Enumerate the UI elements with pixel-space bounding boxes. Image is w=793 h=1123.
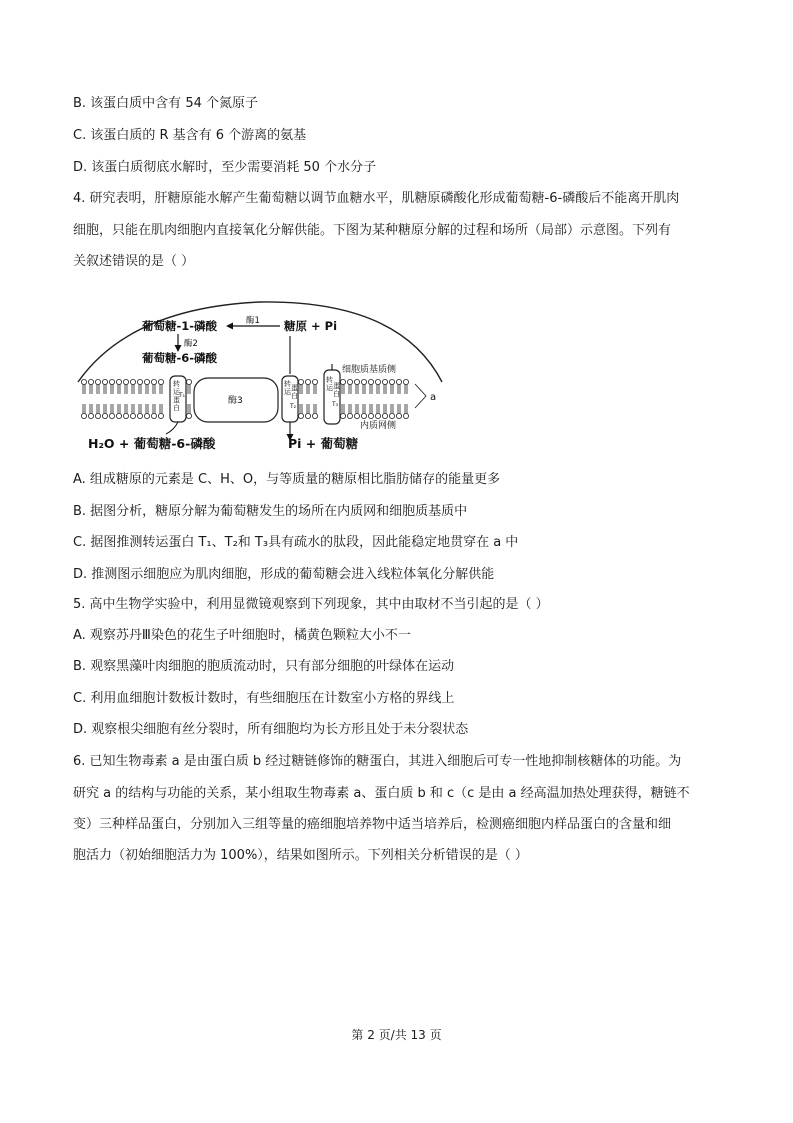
q6-stem-line-2: 研究 a 的结构与功能的关系，某小组取生物毒素 a、蛋白质 b 和 c（c 是由 a 经高温加热处理获得，糖链不 bbox=[73, 786, 690, 801]
pi-glucose-label: Pi + 葡萄糖 bbox=[288, 436, 359, 451]
h2o-g6p-label: H₂O + 葡萄糖-6-磷酸 bbox=[88, 436, 216, 451]
svg-text:运: 运 bbox=[173, 388, 180, 396]
svg-text:蛋: 蛋 bbox=[173, 396, 180, 404]
svg-text:蛋: 蛋 bbox=[333, 382, 340, 390]
q6-stem-line-4: 胞活力（初始细胞活力为 100%），结果如图所示。下列相关分析错误的是（ ） bbox=[73, 848, 528, 863]
svg-text:运: 运 bbox=[326, 384, 333, 392]
enzyme2-label: 酶2 bbox=[184, 339, 198, 349]
q5-option-a: A. 观察苏丹Ⅲ染色的花生子叶细胞时，橘黄色颗粒大小不一 bbox=[73, 628, 411, 643]
page-footer: 第 2 页/共 13 页 bbox=[351, 1028, 442, 1042]
q4-option-b: B. 据图分析，糖原分解为葡萄糖发生的场所在内质网和细胞质基质中 bbox=[73, 504, 468, 519]
enzyme1-label: 酶1 bbox=[246, 316, 260, 326]
svg-text:转: 转 bbox=[284, 380, 291, 388]
q5-stem: 5. 高中生物学实验中，利用显微镜观察到下列现象，其中由取材不当引起的是（ ） bbox=[73, 597, 549, 612]
svg-text:白: 白 bbox=[173, 404, 180, 412]
q4-stem-line-1: 4. 研究表明，肝糖原能水解产生葡萄糖以调节血糖水平，肌糖原磷酸化形成葡萄糖-6-磷酸后不能离开肌肉 bbox=[73, 191, 680, 206]
svg-text:T₁: T₁ bbox=[179, 392, 186, 399]
q4-option-c: C. 据图推测转运蛋白 T₁、T₂和 T₃具有疏水的肽段，因此能稳定地贯穿在 a 中 bbox=[73, 535, 519, 550]
cytosol-side-label: 细胞质基质侧 bbox=[342, 365, 397, 375]
svg-text:T₃: T₃ bbox=[332, 401, 339, 408]
q4-stem-line-2: 细胞，只能在肌肉细胞内直接氧化分解供能。下图为某种糖原分解的过程和场所（局部）示意图。下列有 bbox=[73, 223, 672, 238]
g6p-label: 葡萄糖-6-磷酸 bbox=[142, 351, 218, 365]
q6-stem-line-3: 变）三种样品蛋白，分别加入三组等量的癌细胞培养物中适当培养后，检测癌细胞内样品蛋白的含量和细 bbox=[73, 817, 672, 832]
membrane-a-label: a bbox=[430, 392, 437, 403]
q3-option-b: B. 该蛋白质中含有 54 个氮原子 bbox=[73, 96, 258, 111]
q6-stem-line-1: 6. 已知生物毒素 a 是由蛋白质 b 经过糖链修饰的糖蛋白，其进入细胞后可专一性地抑制核糖体的功能。为 bbox=[73, 754, 682, 769]
svg-text:T₂: T₂ bbox=[290, 403, 297, 410]
q3-option-c: C. 该蛋白质的 R 基含有 6 个游离的氨基 bbox=[73, 128, 307, 143]
q4-option-a: A. 组成糖原的元素是 C、H、O，与等质量的糖原相比脂肪储存的能量更多 bbox=[73, 472, 501, 487]
svg-text:转: 转 bbox=[173, 380, 180, 388]
glycogen-pi-label: 糖原 + Pi bbox=[284, 319, 338, 333]
svg-text:白: 白 bbox=[291, 392, 298, 400]
g1p-label: 葡萄糖-1-磷酸 bbox=[142, 319, 218, 333]
svg-text:运: 运 bbox=[284, 388, 291, 396]
svg-text:白: 白 bbox=[333, 390, 340, 398]
svg-text:转: 转 bbox=[326, 376, 333, 384]
er-side-label: 内质网侧 bbox=[360, 421, 397, 431]
q5-option-d: D. 观察根尖细胞有丝分裂时，所有细胞均为长方形且处于未分裂状态 bbox=[73, 722, 469, 737]
q4-option-d: D. 推测图示细胞应为肌肉细胞，形成的葡萄糖会进入线粒体氧化分解供能 bbox=[73, 567, 495, 582]
q5-option-b: B. 观察黑藻叶肉细胞的胞质流动时，只有部分细胞的叶绿体在运动 bbox=[73, 659, 455, 674]
glycogen-breakdown-diagram bbox=[70, 278, 450, 458]
q4-stem-line-3: 关叙述错误的是（ ） bbox=[73, 254, 195, 269]
q3-option-d: D. 该蛋白质彻底水解时，至少需要消耗 50 个水分子 bbox=[73, 160, 377, 175]
enzyme3-label: 酶3 bbox=[228, 396, 243, 406]
svg-text:蛋: 蛋 bbox=[291, 384, 298, 392]
q5-option-c: C. 利用血细胞计数板计数时，有些细胞压在计数室小方格的界线上 bbox=[73, 691, 455, 706]
